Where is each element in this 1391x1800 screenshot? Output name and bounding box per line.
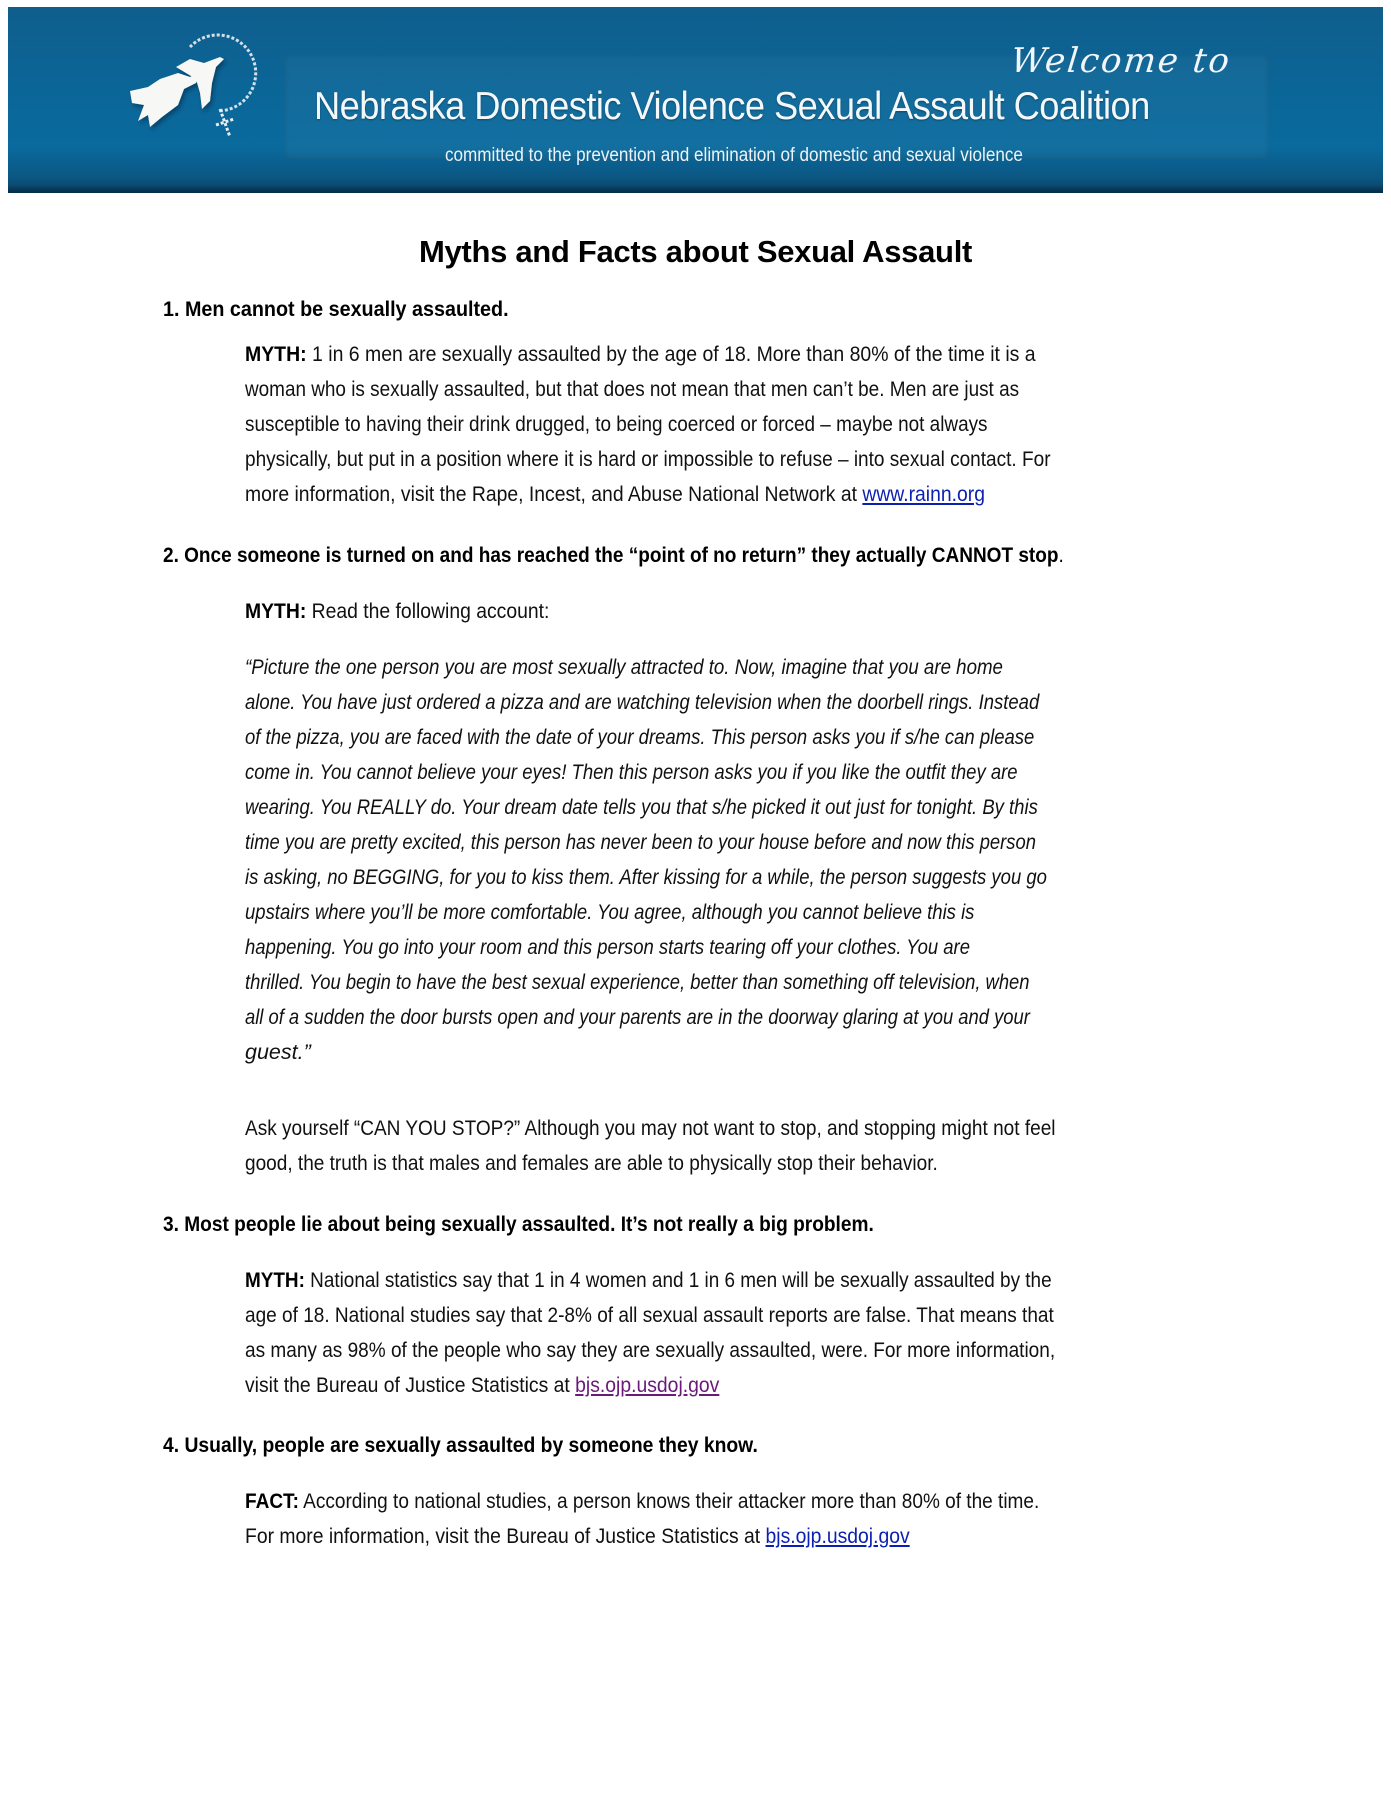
fact-label: FACT: — [245, 1489, 299, 1513]
bjs-link-visited[interactable]: bjs.ojp.usdoj.gov — [575, 1373, 720, 1397]
section-2-heading: 2. Once someone is turned on and has reached the “point of no return” they actually CANNOT stop. — [163, 544, 1064, 567]
organization-tagline: committed to the prevention and elimination of domestic and sexual violence — [445, 145, 1023, 166]
section-3-body: MYTH: National statistics say that 1 in 4 women and 1 in 6 men will be sexually assaulted by the age of 18. National studies say that 2-8% of all sexual assault reports are false. That means that as many as 98% of the people who say they are sexually assaulted, were. For more information, visit the Bureau of Justice Statistics at bjs.ojp.usdoj.gov — [245, 1268, 1056, 1397]
organization-name: Nebraska Domestic Violence Sexual Assault Coalition — [314, 85, 1150, 128]
section-4-body: FACT: According to national studies, a person knows their attacker more than 80% of the time. For more information, visit the Bureau of Justice Statistics at bjs.ojp.usdoj.gov — [245, 1489, 1040, 1548]
header-banner — [8, 7, 1383, 193]
section-2-quote: “Picture the one person you are most sexually attracted to. Now, imagine that you are home alone. You have just ordered a pizza and are watching television when the doorbell rings. Instead of the pizza, you are faced with the date of your dreams. This person asks you if s/he can please come in. You cannot believe your eyes! Then this person asks you if you like the outfit they are wearing. You REALLY do. Your dream date tells you that s/he picked it out just for tonight. By this time you are pretty excited, this person has never been to your house before and now this person is asking, no BEGGING, for you to kiss them. After kissing for a while, the person suggests you go upstairs where you’ll be more comfortable. You agree, although you cannot believe this is happening. You go into your room and this person starts tearing off your clothes. You are thrilled. You begin to have the best sexual experience, better than something off television, when all of a sudden the door bursts open and your parents are in the doorway glaring at you and your guest.” — [245, 655, 1047, 1064]
section-2-intro: MYTH: Read the following account: — [245, 599, 550, 623]
welcome-text: Welcome to — [1008, 41, 1234, 81]
section-1-body: MYTH: 1 in 6 men are sexually assaulted by the age of 18. More than 80% of the time it is a woman who is sexually assaulted, but that does not mean that men can’t be. Men are just as susceptible to having their drink drugged, to being coerced or forced – maybe not always physically, but put in a position where it is hard or impossible to refuse – into sexual contact. For more information, visit the Rape, Incest, and Abuse National Network at www.rainn.org — [245, 342, 1051, 506]
rainn-link[interactable]: www.rainn.org — [862, 482, 985, 506]
section-1-heading: 1. Men cannot be sexually assaulted. — [163, 298, 509, 321]
bjs-link[interactable]: bjs.ojp.usdoj.gov — [765, 1524, 910, 1548]
document-title: Myths and Facts about Sexual Assault — [418, 234, 973, 269]
myth-label: MYTH: — [245, 342, 307, 366]
section-4-heading: 4. Usually, people are sexually assaulted by someone they know. — [163, 1434, 758, 1457]
myth-label: MYTH: — [245, 1268, 305, 1292]
myth-label: MYTH: — [245, 599, 307, 623]
section-2-followup: Ask yourself “CAN YOU STOP?” Although you may not want to stop, and stopping might not feel good, the truth is that males and females are able to physically stop their behavior. — [245, 1116, 1056, 1175]
section-3-heading: 3. Most people lie about being sexually assaulted. It’s not really a big problem. — [163, 1213, 874, 1236]
doves-logo-icon — [120, 29, 260, 149]
